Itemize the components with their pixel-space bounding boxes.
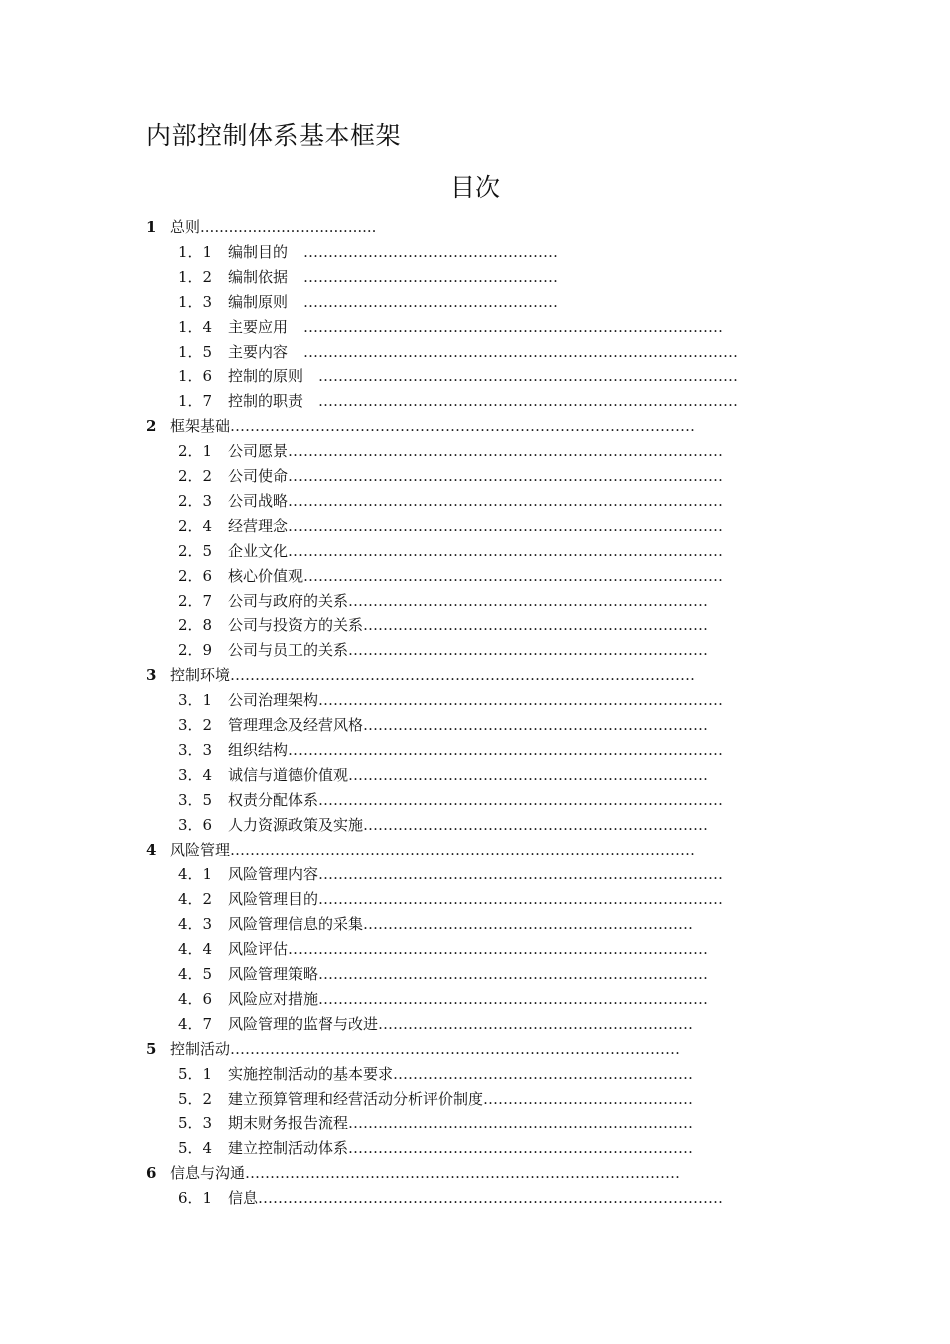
toc-entry-number: 2．4 [178,516,213,535]
toc-entry-label: 控制环境 [170,666,231,685]
toc-entry-leader: ……………………………………………………………… [348,765,709,784]
toc-entry-number: 5．4 [178,1139,213,1158]
toc-subsection-entry[interactable] [178,565,780,587]
toc-entry-label: 风险管理的监督与改进 [228,1014,379,1033]
toc-entry-number: 1．1 [178,242,213,261]
toc-entry-leader: …………………………………………………………………………… [288,541,724,560]
toc-entry-label: 控制的原则 [228,367,304,386]
toc-subsection-entry[interactable] [178,863,780,885]
toc-entry-leader: …………………………………………………………………………… [288,491,724,510]
toc-entry-leader: …………………………………………… [288,242,559,261]
toc-entry-label: 组织结构 [228,740,289,759]
toc-entry-number: 4．4 [178,940,213,959]
toc-entry-number: 3．3 [178,740,213,759]
toc-entry-number: 4．5 [178,965,213,983]
toc-section-entry[interactable] [146,839,780,861]
toc-section-entry[interactable] [146,216,780,238]
toc-entry-number: 2．8 [178,616,213,635]
toc-entry-leader: ……………………………………………………………………… [318,790,724,809]
toc-subsection-entry[interactable] [178,938,780,960]
toc-subsection-entry[interactable] [178,515,780,537]
toc-entry-number: 5．2 [178,1089,213,1108]
toc-entry-leader: …………………………………………………………………………… [245,1164,681,1183]
toc-entry-leader: ……………………………………………………… [378,1014,694,1033]
toc-entry-number: 1．4 [178,317,213,336]
toc-entry-label: 经营理念 [228,516,289,535]
toc-entry-leader: ………………………………………………………………………… [303,566,724,585]
toc-entry-number: 2．3 [178,491,213,510]
toc-subsection-entry[interactable] [178,739,780,761]
toc-entry-number: 5 [146,1039,157,1058]
toc-subsection-entry[interactable] [178,440,780,462]
toc-heading: 目次 [449,173,500,202]
toc-entry-label: 风险管理目的 [228,890,319,909]
toc-subsection-entry[interactable] [178,988,780,1010]
toc-subsection-entry[interactable] [178,266,780,288]
toc-entry-number: 4．3 [178,915,213,934]
toc-entry-label: 人力资源政策及实施 [228,815,364,834]
toc-entry-leader: …………………………………………………………… [363,716,709,734]
toc-subsection-entry[interactable] [178,241,780,263]
toc-subsection-entry[interactable] [178,614,780,636]
toc-subsection-entry[interactable] [178,465,780,487]
toc-entry-number: 3 [146,666,157,685]
toc-entry-leader: ………………………………………………………………………………… [258,1189,724,1208]
toc-subsection-entry[interactable] [178,540,780,562]
toc-subsection-entry[interactable] [178,341,780,363]
toc-entry-leader: ………………………………………………………… [363,915,694,934]
toc-subsection-entry[interactable] [178,1137,780,1159]
toc-entry-label: 权责分配体系 [228,790,319,809]
toc-entry-number: 2．5 [178,541,213,560]
toc-entry-leader: …………………………………… [483,1089,694,1108]
document-title: 内部控制体系基本框架 [146,121,402,150]
toc-entry-number: 1 [146,218,157,236]
toc-subsection-entry[interactable] [178,963,780,985]
toc-entry-label: 公司与员工的关系 [228,641,349,660]
toc-entry-leader: …………………………………………………………… [363,616,709,635]
toc-entry-leader: …………………………………………………………………………… [288,342,739,361]
toc-section-entry[interactable] [146,415,780,437]
toc-entry-leader: ………………………………………………………………………………… [230,840,696,859]
toc-entry-label: 主要内容 [228,342,289,361]
toc-subsection-entry[interactable] [178,789,780,811]
toc-subsection-entry[interactable] [178,1088,780,1110]
toc-entry-number: 1．5 [178,342,213,361]
toc-entry-number: 4．1 [178,865,213,884]
toc-subsection-entry[interactable] [178,1013,780,1035]
toc-entry-leader: ………………………………………………………………………………… [230,417,696,436]
toc-entry-number: 3．1 [178,691,213,710]
toc-subsection-entry[interactable] [178,714,780,736]
toc-entry-number: 4．2 [178,890,213,909]
toc-subsection-entry[interactable] [178,913,780,935]
toc-entry-label: 风险管理 [170,840,231,859]
toc-entry-leader: ………………………………………………………………………… [303,367,739,386]
toc-entry-number: 2 [146,417,157,436]
toc-entry-leader: …………………………………………………………… [348,1114,694,1133]
toc-entry-number: 2．6 [178,566,213,585]
toc-subsection-entry[interactable] [178,888,780,910]
toc-subsection-entry[interactable] [178,590,780,612]
toc-entry-number: 1．7 [178,392,213,411]
toc-entry-leader: …………………………………………………………………… [318,965,709,983]
toc-entry-leader: ……………………………………………………………… [348,591,709,610]
toc-subsection-entry[interactable] [178,365,780,387]
toc-entry-number: 3．2 [178,716,213,734]
toc-entry-leader: ……………………………………………………………… [348,641,709,660]
toc-subsection-entry[interactable] [178,689,780,711]
toc-entry-label: 公司战略 [228,491,289,510]
toc-entry-number: 1．2 [178,267,213,286]
toc-subsection-entry[interactable] [178,316,780,338]
toc-entry-label: 企业文化 [228,541,289,560]
toc-subsection-entry[interactable] [178,814,780,836]
toc-entry-leader: ………………………………………………………………………………… [230,666,696,685]
toc-entry-number: 5．1 [178,1064,213,1083]
toc-entry-leader: …………………………………………………………… [363,815,709,834]
toc-entry-label: 信息 [228,1189,259,1208]
toc-entry-number: 4．7 [178,1014,213,1033]
toc-subsection-entry[interactable] [178,1187,780,1209]
toc-entry-number: 2．2 [178,467,213,485]
toc-section-entry[interactable] [146,664,780,686]
toc-entry-label: 风险管理信息的采集 [228,915,364,934]
toc-entry-number: 1．6 [178,367,213,386]
toc-entry-label: 编制原则 [228,292,289,311]
toc-entry-leader: …………………………………………………………………………… [288,467,724,485]
toc-entry-leader: …………………………………………………………………………… [288,740,724,759]
toc-entry-label: 公司与投资方的关系 [228,616,364,635]
toc-entry-label: 公司使命 [228,467,289,485]
toc-entry-leader: ……………………………………………………………………… [318,691,724,710]
toc-entry-number: 3．6 [178,815,213,834]
toc-entry-label: 风险管理策略 [228,965,319,983]
toc-entry-label: 编制目的 [228,242,289,261]
toc-entry-leader: ………………………………………………………………………… [288,940,709,959]
toc-entry-number: 6．1 [178,1189,213,1208]
toc-entry-number: 2．7 [178,591,213,610]
toc-entry-leader: …………………………………………… [288,292,559,311]
toc-subsection-entry[interactable] [178,390,780,412]
toc-entry-leader: …………………………………………………………………………… [288,516,724,535]
toc-entry-leader: …………………………………………………… [393,1064,694,1083]
toc-subsection-entry[interactable] [178,490,780,512]
toc-subsection-entry[interactable] [178,1112,780,1134]
toc-entry-leader: ……………………………………………………………………… [318,890,724,909]
toc-entry-label: 核心价值观 [228,566,304,585]
toc-entry-number: 6 [146,1164,157,1183]
toc-entry-number: 2．9 [178,641,213,660]
toc-entry-label: 实施控制活动的基本要求 [228,1064,394,1083]
toc-subsection-entry[interactable] [178,1063,780,1085]
toc-entry-number: 1．3 [178,292,213,311]
toc-entry-label: 风险应对措施 [228,989,319,1008]
toc-entry-leader: …………………………………………………………………… [318,989,709,1008]
toc-entry-label: 期末财务报告流程 [228,1114,349,1133]
toc-entry-number: 4 [146,840,157,859]
toc-subsection-entry[interactable] [178,291,780,313]
toc-entry-leader: …………………………………………………………… [348,1139,694,1158]
toc-entry-label: 建立控制活动体系 [228,1139,349,1158]
toc-entry-label: 诚信与道德价值观 [228,765,349,784]
toc-entry-number: 5．3 [178,1114,213,1133]
toc-subsection-entry[interactable] [178,764,780,786]
toc-entry-label: 框架基础 [170,417,231,436]
toc-entry-leader: ………………………………………………………………………… [288,317,724,336]
toc-entry-label: 公司与政府的关系 [228,591,349,610]
toc-entry-label: 公司愿景 [228,442,289,461]
toc-entry-label: 公司治理架构 [228,691,319,710]
toc-entry-number: 3．5 [178,790,213,809]
toc-section-entry[interactable] [146,1162,780,1184]
toc-entry-label: 管理理念及经营风格 [228,716,364,734]
toc-entry-label: 编制依据 [228,267,289,286]
toc-subsection-entry[interactable] [178,639,780,661]
toc-entry-leader: ………………………………………………………………………… [303,392,739,411]
toc-section-entry[interactable] [146,1038,780,1060]
toc-entry-number: 3．4 [178,765,213,784]
toc-entry-leader: …………………………………………… [288,267,559,286]
toc-entry-label: 控制活动 [170,1039,231,1058]
toc-entry-number: 2．1 [178,442,213,461]
toc-entry-leader: …………………………………………………………………………… [288,442,724,461]
toc-entry-number: 4．6 [178,989,213,1008]
toc-entry-label: 信息与沟通 [170,1164,246,1183]
toc-entry-leader: ……………………………………………………………………… [318,865,724,884]
toc-entry-label: 总则 [170,218,201,236]
toc-entry-label: 主要应用 [228,317,289,336]
toc-entry-leader: ……………………………………………………………………………… [230,1039,681,1058]
toc-entry-label: 建立预算管理和经营活动分析评价制度 [228,1089,484,1108]
toc-entry-label: 风险评估 [228,940,289,959]
toc-entry-leader: ..................................... [200,218,377,236]
toc-entry-label: 风险管理内容 [228,865,319,884]
toc-entry-label: 控制的职责 [228,392,304,411]
